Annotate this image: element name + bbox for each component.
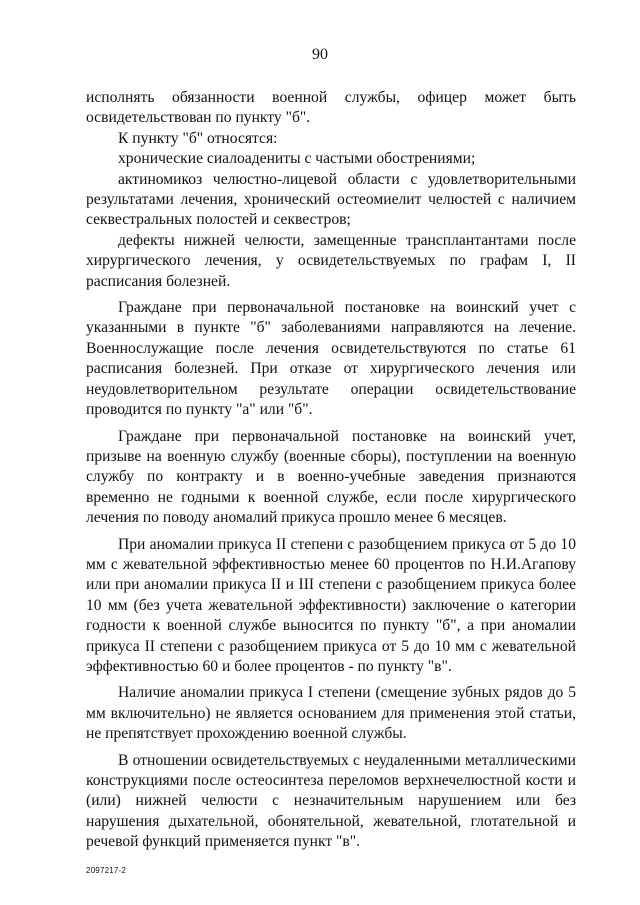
page-number: 90 bbox=[312, 46, 328, 63]
paragraph-jaw-defects: дефекты нижней челюсти, замещенные трансплантантами после хирургического лечения, у освидетельствуемых по графам I, II расписания болезней. bbox=[86, 231, 576, 290]
paragraph-metal-constructions: В отношении освидетельствуемых с неудаленными металлическими конструкциями после остеосинтеза переломов верхнечелюстной кости и (или) нижней челюсти с незначительным нарушением или без нарушения дыхательной, обонятельной, жевательной, глотательной и речевой функций применяется пункт "в". bbox=[86, 751, 576, 851]
paragraph-bite-anomaly-ii-iii: При аномалии прикуса II степени с разобщением прикуса от 5 до 10 мм с жевательной эффективностью менее 60 процентов по Н.И.Агапову или при аномалии прикуса II и III степени с разобщением прикуса более 10 мм (без учета жевательной эффективности) заключение о категории годности к военной службе выносится по пункту "б", а при аномалии прикуса II степени с разобщением прикуса от 5 до 10 мм с жевательной эффективностью 60 и более процентов - по пункту "в". bbox=[86, 535, 576, 675]
paragraph-temporary-unfit: Граждане при первоначальной постановке на воинский учет, призыве на военную службу (военные сборы), поступлении на военную службу по контракту и в военно-учебные заведения признаются временно не годными к военной службе, если после хирургического лечения по поводу аномалий прикуса прошло менее 6 месяцев. bbox=[86, 427, 576, 527]
document-body bbox=[86, 88, 576, 853]
paragraph-item-b-heading: К пункту "б" относятся: bbox=[118, 129, 278, 147]
paragraph-continuation: исполнять обязанности военной службы, офицер может быть освидетельствован по пункту "б". bbox=[86, 89, 576, 127]
paragraph-bite-anomaly-i: Наличие аномалии прикуса I степени (смещение зубных рядов до 5 мм включительно) не является основанием для применения этой статьи, не препятствует прохождению военной службы. bbox=[86, 684, 576, 743]
paragraph-sialoadenitis: хронические сиалоадениты с частыми обострениями; bbox=[118, 150, 476, 168]
paragraph-actinomycosis: актиномикоз челюстно-лицевой области с удовлетворительными результатами лечения, хронический остеомиелит челюстей с наличием секвестральных полостей и секвестров; bbox=[86, 170, 576, 229]
paragraph-citizens-treatment: Граждане при первоначальной постановке на воинский учет с указанными в пункте "б" заболеваниями направляются на лечение. Военнослужащие после лечения освидетельствуются по статье 61 расписания болезней. При отказе от хирургического лечения или неудовлетворительном результате операции освидетельствование проводится по пункту "а" или "б". bbox=[86, 299, 576, 419]
document-code: 2097217-2 bbox=[86, 866, 127, 875]
